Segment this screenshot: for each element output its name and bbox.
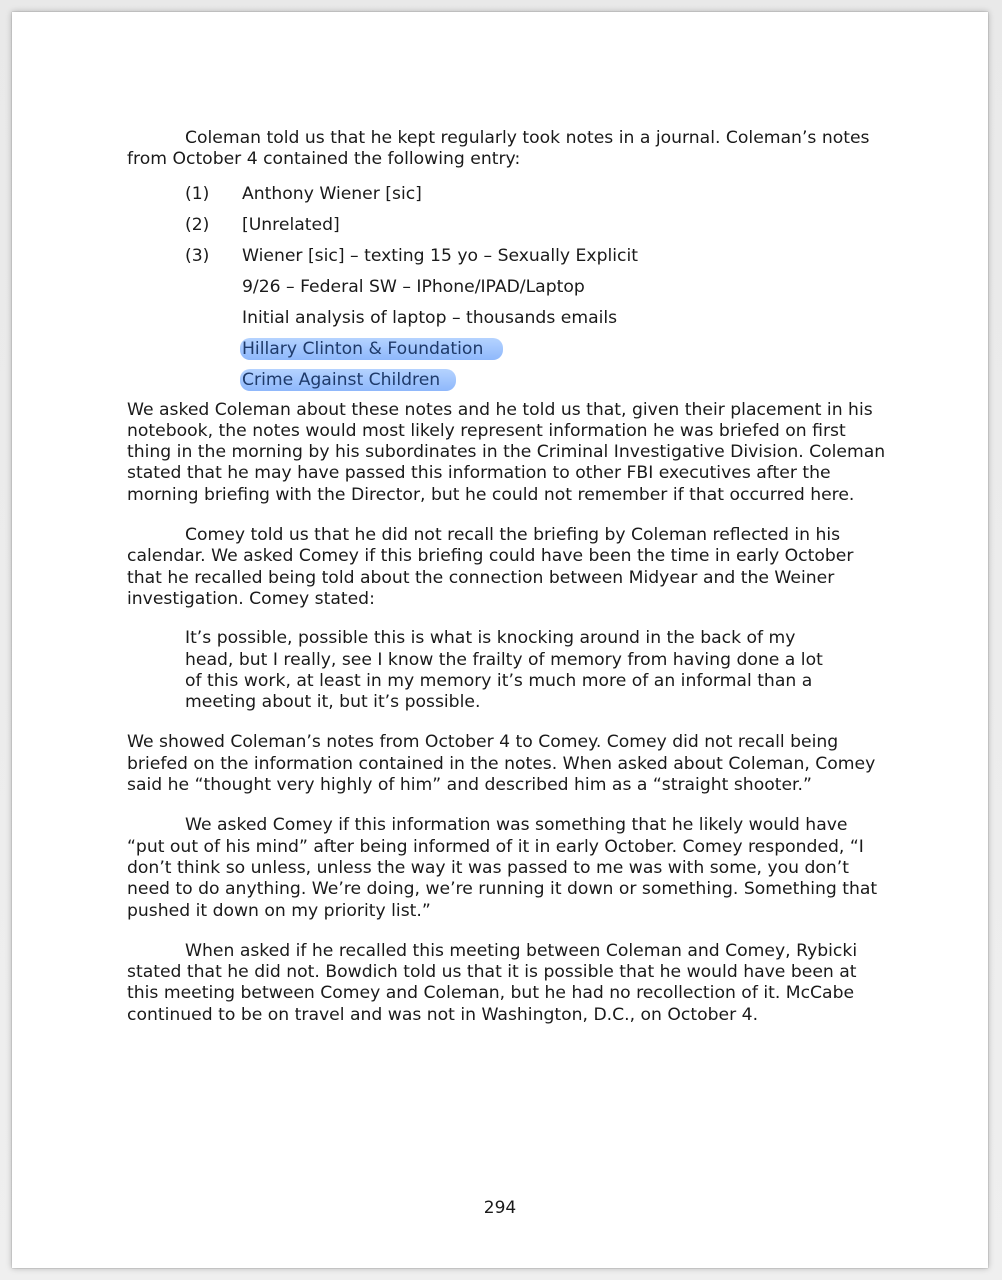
note-text: Wiener [sic] – texting 15 yo – Sexually Explicit xyxy=(242,245,638,266)
note-item-1 xyxy=(127,179,887,210)
note-text: Initial analysis of laptop – thousands emails xyxy=(242,307,618,328)
note-item-2 xyxy=(127,210,887,241)
note-number: (3) xyxy=(185,245,210,266)
note-item-3-line-2 xyxy=(127,272,887,303)
block-quote: It’s possible, possible this is what is knocking around in the back of my head, but I really, see I know the frailty of memory from having done a lot of this work, at least in my memory it’s much more of an informal than a meeting about it, but it’s possible. xyxy=(185,628,823,713)
note-text: [Unrelated] xyxy=(242,214,340,235)
highlighted-note-text: Hillary Clinton & Foundation xyxy=(240,338,503,360)
note-number: (1) xyxy=(185,183,210,204)
paragraph-put-out-of-mind: We asked Comey if this information was something that he likely would have “put out of his mind” after being informed of it in early October. Comey responded, “I don’t think so unless, unless the way it was passed to me was with some, you don’t need to do anything. We’re doing, we’re running it down or something. Something that pushed it down on my priority list.” xyxy=(127,815,878,921)
highlighted-note-text: Crime Against Children xyxy=(240,369,456,391)
document-page xyxy=(12,12,988,1268)
note-item-3-line-4 xyxy=(127,334,887,365)
page-content xyxy=(127,128,887,1026)
paragraph-meeting-recall: When asked if he recalled this meeting between Coleman and Comey, Rybicki stated that he did not. Bowdich told us that it is possible that he would have been at this meeting between Comey and Coleman, but he had no recollection of it. McCabe continued to be on travel and was not in Washington, D.C., on October 4. xyxy=(127,940,858,1025)
paragraph-notes-shown: We showed Coleman’s notes from October 4 to Comey. Comey did not recall being briefed on the information contained in the notes. When asked about Coleman, Comey said he “thought very highly of him” and described him as a “straight shooter.” xyxy=(127,732,876,796)
note-item-3 xyxy=(127,241,887,272)
note-number: (2) xyxy=(185,214,210,235)
note-text: 9/26 – Federal SW – IPhone/IPAD/Laptop xyxy=(242,276,585,297)
paragraph-comey-recall: Comey told us that he did not recall the briefing by Coleman reflected in his calendar. We asked Comey if this briefing could have been the time in early October that he recalled being told about the connection between Midyear and the Weiner investigation. Comey stated: xyxy=(127,525,854,609)
journal-notes-list xyxy=(127,179,887,396)
note-text: Anthony Wiener [sic] xyxy=(242,183,422,204)
note-text-wrapper xyxy=(242,334,503,365)
paragraph-coleman-notes: We asked Coleman about these notes and he told us that, given their placement in his notebook, the notes would most likely represent information he was briefed on first thing in the morning by his subordinates in the Criminal Investigative Division. Coleman stated that he may have passed this information to other FBI executives after the morning briefing with the Director, but he could not remember if that occurred here. xyxy=(127,399,886,505)
paragraph-intro: Coleman told us that he kept regularly took notes in a journal. Coleman’s notes from October 4 contained the following entry: xyxy=(127,128,870,170)
note-item-3-line-5 xyxy=(127,365,887,396)
note-item-3-line-3 xyxy=(127,303,887,334)
page-number: 294 xyxy=(483,1198,517,1218)
note-text-wrapper xyxy=(242,365,456,396)
